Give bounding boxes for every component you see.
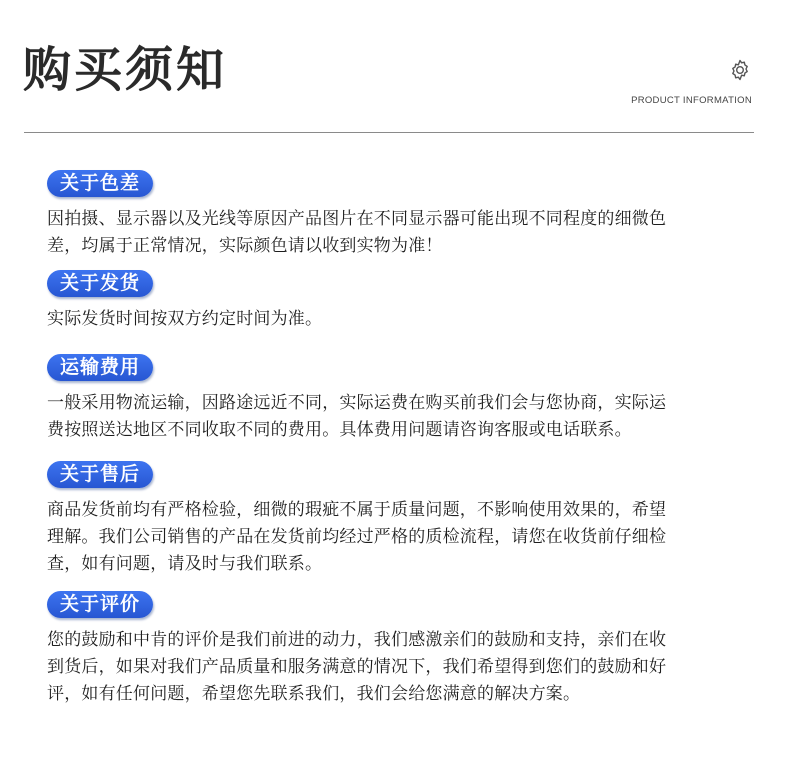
section-heading: 运输费用 bbox=[47, 354, 153, 381]
section-body bbox=[47, 206, 747, 260]
section-body bbox=[47, 306, 747, 333]
text-line: 一般采用物流运输，因路途远近不同，实际运费在购买前我们会与您协商，实际运 bbox=[47, 393, 667, 413]
page-title: 购买须知 bbox=[23, 42, 228, 98]
text-line: 费按照送达地区不同收取不同的费用。具体费用问题请咨询客服或电话联系。 bbox=[47, 420, 632, 440]
text-line: 实际发货时间按双方约定时间为准。 bbox=[47, 309, 323, 329]
section-heading: 关于评价 bbox=[47, 591, 153, 618]
page-subtitle: PRODUCT INFORMATION bbox=[631, 95, 752, 106]
gear-icon bbox=[728, 58, 752, 82]
section-body bbox=[47, 627, 747, 708]
header-divider bbox=[24, 132, 754, 133]
section-color-difference bbox=[47, 170, 747, 260]
text-line: 查，如有问题，请及时与我们联系。 bbox=[47, 554, 323, 574]
section-body bbox=[47, 497, 747, 578]
page-header bbox=[0, 0, 790, 140]
section-heading: 关于色差 bbox=[47, 170, 153, 197]
section-shipping bbox=[47, 270, 747, 333]
text-line: 商品发货前均有严格检验，细微的瑕疵不属于质量问题，不影响使用效果的，希望 bbox=[47, 500, 667, 520]
text-line: 因拍摄、显示器以及光线等原因产品图片在不同显示器可能出现不同程度的细微色 bbox=[47, 209, 667, 229]
text-line: 您的鼓励和中肯的评价是我们前进的动力，我们感激亲们的鼓励和支持，亲们在收 bbox=[47, 630, 667, 650]
section-heading: 关于售后 bbox=[47, 461, 153, 488]
text-line: 到货后，如果对我们产品质量和服务满意的情况下，我们希望得到您们的鼓励和好 bbox=[47, 657, 667, 677]
section-reviews bbox=[47, 591, 747, 708]
text-line: 差，均属于正常情况，实际颜色请以收到实物为准！ bbox=[47, 236, 443, 256]
section-body bbox=[47, 390, 747, 444]
section-after-sales bbox=[47, 461, 747, 578]
section-freight bbox=[47, 354, 747, 444]
text-line: 理解。我们公司销售的产品在发货前均经过严格的质检流程，请您在收货前仔细检 bbox=[47, 527, 667, 547]
text-line: 评，如有任何问题，希望您先联系我们，我们会给您满意的解决方案。 bbox=[47, 684, 581, 704]
section-heading: 关于发货 bbox=[47, 270, 153, 297]
